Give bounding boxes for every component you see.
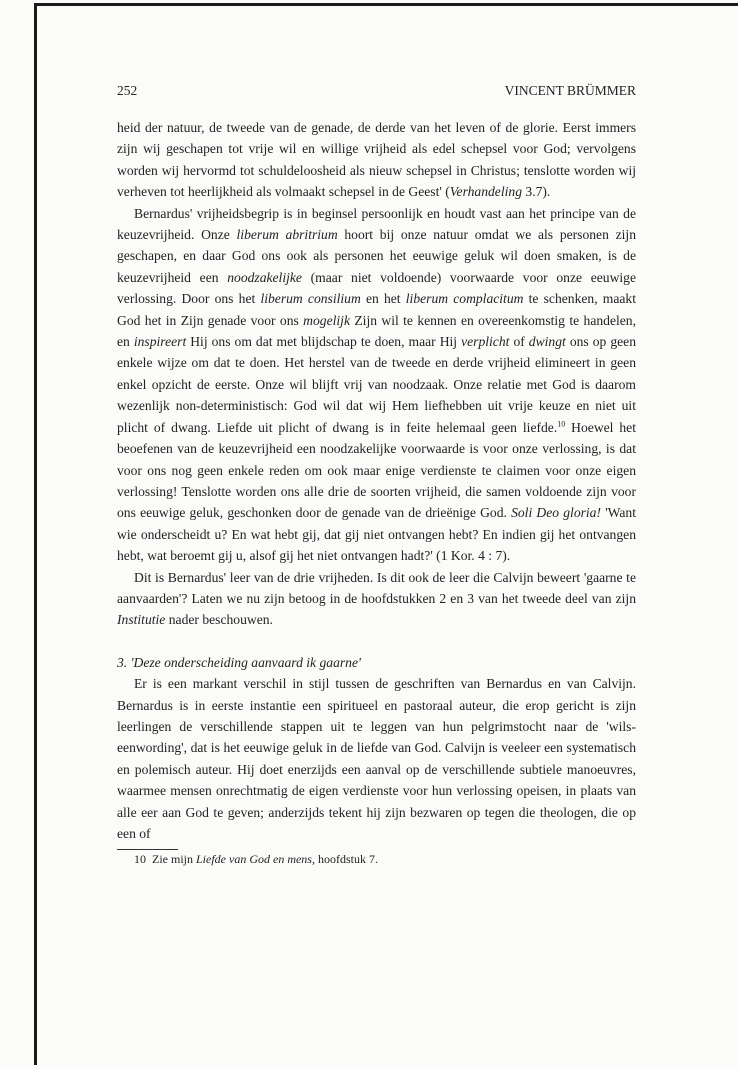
page-number: 252 xyxy=(117,83,138,98)
scan-border-left xyxy=(34,3,37,1065)
paragraph-2: Bernardus' vrijheidsbegrip is in beginsel persoonlijk en houdt vast aan het principe van de keuzevrijheid. Onze liberum abritrium hoort bij onze natuur omdat we als personen zijn geschapen, en daar God ons ook als personen het eeuwige geluk wil doen smaken, is de keuzevrijheid een noodzakelijke (maar niet voldoende) voorwaarde voor onze eeuwige verlossing. Door ons het liberum consilium en het liberum complacitum te schenken, maakt God het in Zijn genade voor ons mogelijk Zijn wil te kennen en overeenkomstig te handelen, en inspireert Hij ons om dat met blijdschap te doen, maar Hij verplicht of dwingt ons op geen enkele wijze om dat te doen. Het herstel van de tweede en derde vrijheid elimineert in geen enkel opzicht de eerste. Onze wil blijft vrij van noodzaak. Onze relatie met God is daarom wezenlijk non-deterministisch: God wil dat wij Hem liefhebben uit vrije keuze en niet uit plicht of dwang. Liefde uit plicht of dwang is in feite helemaal geen liefde.$^{10}$ Hoewel het beoefenen van de keuzevrijheid een noodzakelijke voorwaarde is voor onze verlossing, is dat voor ons nog geen enkele reden om ook maar enige verdienste te claimen voor onze eigen verlossing! Tenslotte worden ons alle drie de soorten vrijheid, die samen voldoende zijn voor ons eeuwige geluk, geschonken door de genade van de drieënige God. Soli Deo gloria! 'Want wie onderscheidt u? En wat hebt gij, dat gij niet ontvangen hebt? En indien gij het ontvangen hebt, wat beroemt gij u, alsof gij het niet ontvangen hadt?' (1 Kor. 4 : 7). xyxy=(117,205,637,564)
running-header xyxy=(117,82,636,100)
paragraph-4: Er is een markant verschil in stijl tussen de geschriften van Bernardus en van Calvijn. Bernardus is in eerste instantie een spiritueel en pastoraal auteur, die erop gericht is zijn leerlingen de verschillende stappen uit te leggen van hun pelgrimstocht naar de 'wils-eenwording', dat is het eeuwige geluk in de liefde van God. Calvijn is veeleer een systematisch en polemisch auteur. Hij doet enerzijds een aanval op de verschillende subtiele manoeuvres, waarmee mensen onrechtmatig de eigen verdienste voor hun verlossing opeisen, in plaats van alle eer aan God te geven; anderzijds tekent hij zijn bezwaren op tegen die theologen, die op een of xyxy=(117,676,636,841)
body-text xyxy=(117,117,636,868)
section-heading: 3. 'Deze onderscheiding aanvaard ik gaarne' xyxy=(117,654,361,670)
running-head-author: VINCENT BRÜMMER xyxy=(504,83,636,98)
footnote-10: 10 Zie mijn Liefde van God en mens, hoofdstuk 7. xyxy=(134,852,378,867)
footnote-ref-10: 10 xyxy=(557,419,566,429)
paragraph-3: Dit is Bernardus' leer van de drie vrijheden. Is dit ook de leer die Calvijn beweert 'gaarne te aanvaarden'? Laten we nu zijn betoog in de hoofdstukken 2 en 3 van het tweede deel van zijn Institutie nader beschouwen. xyxy=(117,569,636,628)
paragraph-1: heid der natuur, de tweede van de genade, de derde van het leven of de glorie. Eerst immers zijn wij geschapen tot vrije wil en willige vrijheid als edel schepsel voor God; vervolgens worden wij hervormd tot schuldeloosheid als nieuw schepsel in Christus; tenslotte worden wij verheven tot heerlijkheid als volmaakt schepsel in de Geest' (Verhandeling 3.7). xyxy=(117,120,636,200)
scan-border-top xyxy=(34,3,738,6)
